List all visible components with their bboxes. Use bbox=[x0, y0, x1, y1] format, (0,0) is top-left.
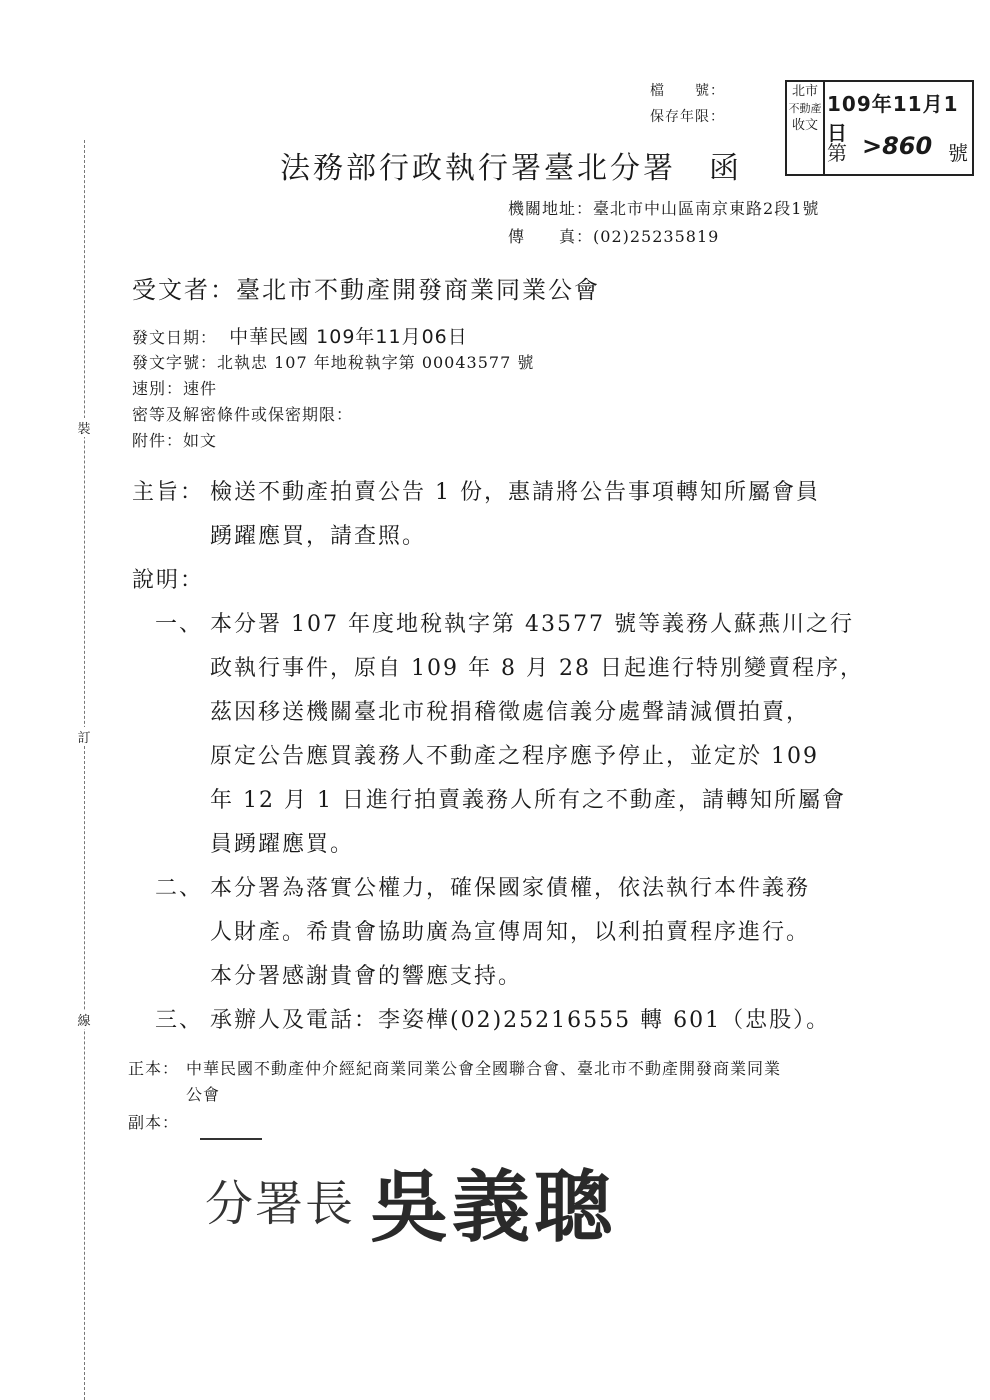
stamp-receive: 收文 bbox=[791, 118, 818, 133]
fax-value: (02)25235819 bbox=[593, 227, 720, 246]
item-line: 茲因移送機關臺北市稅捐稽徵處信義分處聲請減價拍賣， bbox=[210, 700, 811, 725]
binding-label-top: 裝 bbox=[68, 418, 100, 437]
recipient-line bbox=[132, 270, 600, 305]
reference-number-line bbox=[132, 350, 534, 373]
binding-label-bottom: 線 bbox=[68, 1010, 100, 1029]
fax-label: 傳 真： bbox=[508, 227, 594, 246]
stamp-prefix: 第 bbox=[827, 141, 847, 165]
item-number: 三、 bbox=[155, 1008, 204, 1033]
item-line: 年 12 月 1 日進行拍賣義務人所有之不動產，請轉知所屬會 bbox=[210, 788, 846, 813]
reference-value: 北執忠 107 年地稅執字第 00043577 號 bbox=[217, 353, 535, 372]
fax-line bbox=[508, 224, 719, 247]
stamp-dept: 不動產 bbox=[788, 102, 822, 115]
explanation-label: 說明： bbox=[132, 568, 205, 593]
original-recipient-line-1: 中華民國不動產仲介經紀商業同業公會全國聯合會、臺北市不動產開發商業同業 bbox=[186, 1059, 782, 1078]
item-line: 人財產。希貴會協助廣為宣傳周知，以利拍賣程序進行。 bbox=[210, 920, 811, 945]
speed-line bbox=[132, 376, 217, 399]
original-recipient-line-2: 公會 bbox=[186, 1085, 221, 1104]
speed-value: 速件 bbox=[183, 379, 218, 398]
item-line: 本分署 107 年度地稅執字第 43577 號等義務人蘇燕川之行 bbox=[210, 612, 854, 637]
subject-line-1: 檢送不動產拍賣公告 1 份，惠請將公告事項轉知所屬會員 bbox=[210, 480, 820, 505]
attachment-label: 附件： bbox=[132, 431, 184, 450]
copy-recipient-label: 副本： bbox=[128, 1113, 180, 1132]
item-number: 一、 bbox=[155, 612, 204, 637]
receipt-stamp bbox=[785, 80, 974, 176]
issue-date-line bbox=[132, 322, 468, 349]
signature-name: 吳義聰 bbox=[370, 1162, 617, 1253]
address-line bbox=[508, 196, 819, 219]
file-number-label: 檔 號： bbox=[650, 83, 725, 99]
item-line: 原定公告應買義務人不動產之程序應予停止，並定於 109 bbox=[210, 744, 819, 769]
subject-line-2: 踴躍應買，請查照。 bbox=[210, 524, 427, 549]
item-line: 本分署為落實公權力，確保國家債權，依法執行本件義務 bbox=[210, 876, 811, 901]
binding-label-middle: 訂 bbox=[68, 727, 100, 746]
attachment-value: 如文 bbox=[183, 431, 218, 450]
issue-date-label: 發文日期： bbox=[132, 328, 218, 347]
item-line: 本分署感謝貴會的響應支持。 bbox=[210, 964, 523, 989]
stamp-date: 109年11月1日 bbox=[827, 92, 959, 145]
signature-title: 分署長 bbox=[205, 1176, 356, 1232]
address-value: 臺北市中山區南京東路2段1號 bbox=[593, 199, 820, 218]
stamp-city: 北市 bbox=[791, 84, 818, 99]
stamp-left-column bbox=[787, 82, 825, 174]
item-line: 承辦人及電話：李姿樺(02)25216555 轉 601（忠股）。 bbox=[210, 1008, 831, 1033]
stamp-number: >860 bbox=[862, 132, 933, 160]
attachment-line bbox=[132, 428, 217, 451]
stamp-suffix: 號 bbox=[948, 141, 968, 165]
issue-date-value: 中華民國 109年11月06日 bbox=[229, 326, 468, 348]
speed-label: 速別： bbox=[132, 379, 184, 398]
document-title: 法務部行政執行署臺北分署 函 bbox=[280, 151, 742, 186]
reference-label: 發文字號： bbox=[132, 353, 218, 372]
original-recipient-label: 正本： bbox=[128, 1059, 180, 1078]
recipient-value: 臺北市不動產開發商業同業公會 bbox=[236, 276, 600, 304]
recipient-label: 受文者： bbox=[132, 276, 236, 304]
binding-line bbox=[84, 140, 85, 1400]
address-label: 機關地址： bbox=[508, 199, 594, 218]
item-line: 員踴躍應買。 bbox=[210, 832, 355, 857]
subject-label: 主旨： bbox=[132, 480, 205, 505]
item-line: 政執行事件，原自 109 年 8 月 28 日起進行特別變賣程序， bbox=[210, 656, 864, 681]
item-number: 二、 bbox=[155, 876, 204, 901]
retention-period-label: 保存年限： bbox=[650, 109, 725, 125]
secrecy-line: 密等及解密條件或保密期限： bbox=[132, 405, 354, 424]
signature-block bbox=[205, 1145, 675, 1265]
